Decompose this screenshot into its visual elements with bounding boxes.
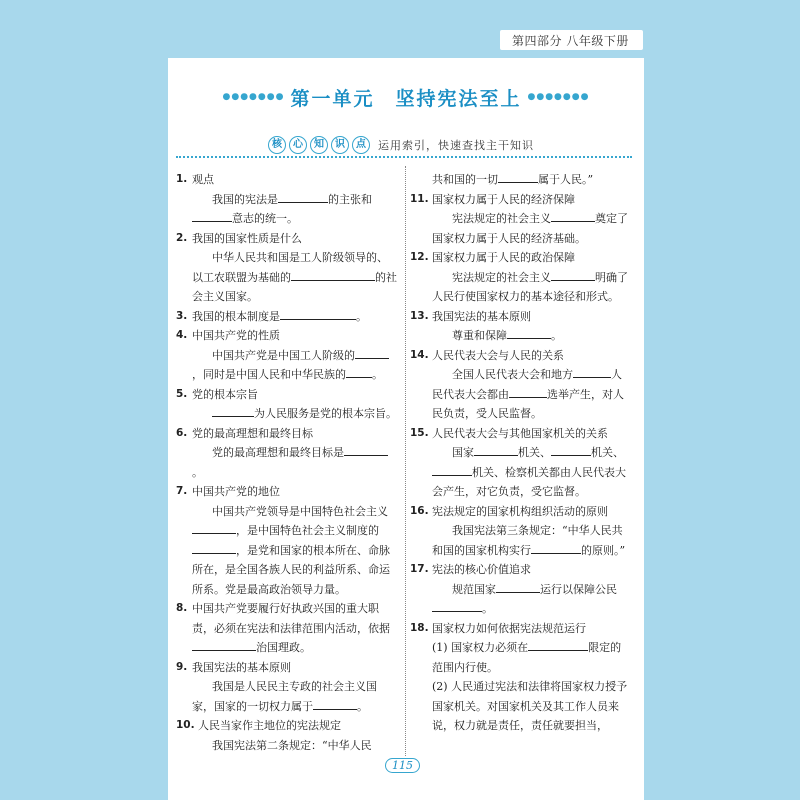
core-subtitle: 运用索引，快速查找主干知识: [378, 139, 534, 152]
question-4: 4. 中国共产党的性质: [176, 329, 280, 342]
fill-blank[interactable]: [509, 385, 547, 398]
fill-blank[interactable]: [573, 365, 611, 378]
unit-title: 第一单元 坚持宪法至上: [290, 87, 522, 110]
fill-blank[interactable]: [192, 541, 236, 554]
question-18: 18. 国家权力如何依据宪法规范运行: [410, 621, 586, 635]
question-1: 1. 观点: [176, 173, 214, 186]
question-9: 9. 我国宪法的基本原则: [176, 660, 291, 674]
fill-blank[interactable]: [355, 346, 389, 359]
fill-blank[interactable]: [551, 443, 591, 456]
fill-blank[interactable]: [528, 638, 588, 651]
fill-blank[interactable]: [474, 443, 518, 456]
column-divider: [405, 166, 406, 756]
fill-blank[interactable]: [496, 580, 540, 593]
badge-char: 识: [331, 136, 349, 154]
fill-blank[interactable]: [498, 170, 538, 183]
fill-blank[interactable]: [346, 365, 372, 378]
fill-blank[interactable]: [432, 463, 472, 476]
question-5: 5. 党的根本宗旨: [176, 387, 258, 401]
fill-blank[interactable]: [192, 638, 256, 651]
fill-blank[interactable]: [313, 697, 357, 710]
question-2: 2. 我国的国家性质是什么: [176, 231, 302, 245]
core-knowledge-badge: [268, 136, 370, 154]
fill-blank[interactable]: [192, 521, 236, 534]
question-14: 14. 人民代表大会与人民的关系: [410, 348, 564, 362]
badge-char: 点: [352, 136, 370, 154]
fill-blank[interactable]: [551, 209, 595, 222]
page-number: 115: [385, 758, 420, 773]
left-column: 1. 观点 我国的宪法是 的主张和意志的统一。 2. 我国的国家性质是什么 中华人民共和国是工人阶级领导的、以工农联盟为基础的 的社会主义国家。 3. 我国的根本制度是 。 4. 中国共产党的性质 中国共产党是中国工人阶级的，同时是中国人民和中华民族的 。 5. 党的根本宗旨 为人民服务是党的根本宗旨。 6. 党的最高理想和最终目标 党的最高理想和最终目标是。 7. 中国共产党的地位 中国共产党领导是中国特色社会主义，是中国特色社会主义制度的，是党和国家的根本所在、命脉所在，是全国各族人民的利益所系、命运所系。党是最高政治领导力量。 8. 中国共产党要履行好执政兴国的重大职责，必须在宪法和法律范围内活动，依据治国理政。 9. 我国宪法的基本原则 我国是人民民主专政的社会主义国家，国家的一切权力属于 。 10. 人民当家作主地位的宪法规定 我国宪法第二条规定：“中华人民: [176, 170, 398, 755]
right-column: 共和国的一切 属于人民。” 11. 国家权力属于人民的经济保障 宪法规定的社会主义 奠定了国家权力属于人民的经济基础。 12. 国家权力属于人民的政治保障 宪法规定的社会主义 明确了人民行使国家权力的基本途径和形式。 13. 我国宪法的基本原则 尊重和保障 。 14. 人民代表大会与人民的关系 全国人民代表大会和地方 人民代表大会都由 选举产生，对人民负责，受人民监督。 15. 人民代表大会与其他国家机关的关系 国家 机关、 机关、机关、检察机关都由人民代表大会产生，对它负责，受它监督。 16. 宪法规定的国家机构组织活动的原则 我国宪法第三条规定：“中华人民共和国的国家机构实行 的原则。” 17. 宪法的核心价值追求 规范国家 运行以保障公民。 18. 国家权力如何依据宪法规范运行 (1) 国家权力必须在 限定的范围内行使。 (2) 人民通过宪法和法律将国家权力授予国家机关。对国家机关及其工作人员来说，权力就是责任，责任就要担当，: [410, 170, 632, 736]
question-3: 3. 我国的根本制度是 。: [176, 307, 398, 327]
fill-blank[interactable]: [344, 443, 388, 456]
question-16: 16. 宪法规定的国家机构组织活动的原则: [410, 504, 608, 518]
core-knowledge-row: [268, 136, 534, 154]
question-10: 10. 人民当家作主地位的宪法规定: [176, 719, 341, 732]
fill-blank[interactable]: [551, 268, 595, 281]
question-7: 7. 中国共产党的地位: [176, 485, 280, 498]
question-17: 17. 宪法的核心价值追求: [410, 563, 531, 576]
decor-dots-right: ●●●●●●●: [527, 92, 590, 102]
section-header: 第四部分 八年级下册: [512, 34, 629, 48]
fill-blank[interactable]: [192, 209, 232, 222]
fill-blank[interactable]: [291, 268, 375, 281]
question-15: 15. 人民代表大会与其他国家机关的关系: [410, 426, 608, 440]
question-13: 13. 我国宪法的基本原则: [410, 309, 531, 323]
fill-blank[interactable]: [432, 599, 482, 612]
badge-char: 心: [289, 136, 307, 154]
question-11: 11. 国家权力属于人民的经济保障: [410, 192, 575, 206]
badge-char: 核: [268, 136, 286, 154]
dotted-divider: [176, 156, 632, 158]
question-10-continued: 共和国的一切 属于人民。”: [410, 170, 632, 190]
question-12: 12. 国家权力属于人民的政治保障: [410, 251, 575, 264]
fill-blank[interactable]: [212, 404, 254, 417]
decor-dots-left: ●●●●●●●: [222, 92, 285, 102]
question-6: 6. 党的最高理想和最终目标: [176, 426, 313, 440]
badge-char: 知: [310, 136, 328, 154]
unit-title-bar: [168, 82, 644, 112]
fill-blank[interactable]: [507, 326, 551, 339]
question-8: 8. 中国共产党要履行好执政兴国的重大职责，必须在宪法和法律范围内活动，依据治国理政。: [176, 602, 390, 654]
fill-blank[interactable]: [280, 307, 356, 320]
fill-blank[interactable]: [531, 541, 581, 554]
fill-blank[interactable]: [278, 190, 328, 203]
